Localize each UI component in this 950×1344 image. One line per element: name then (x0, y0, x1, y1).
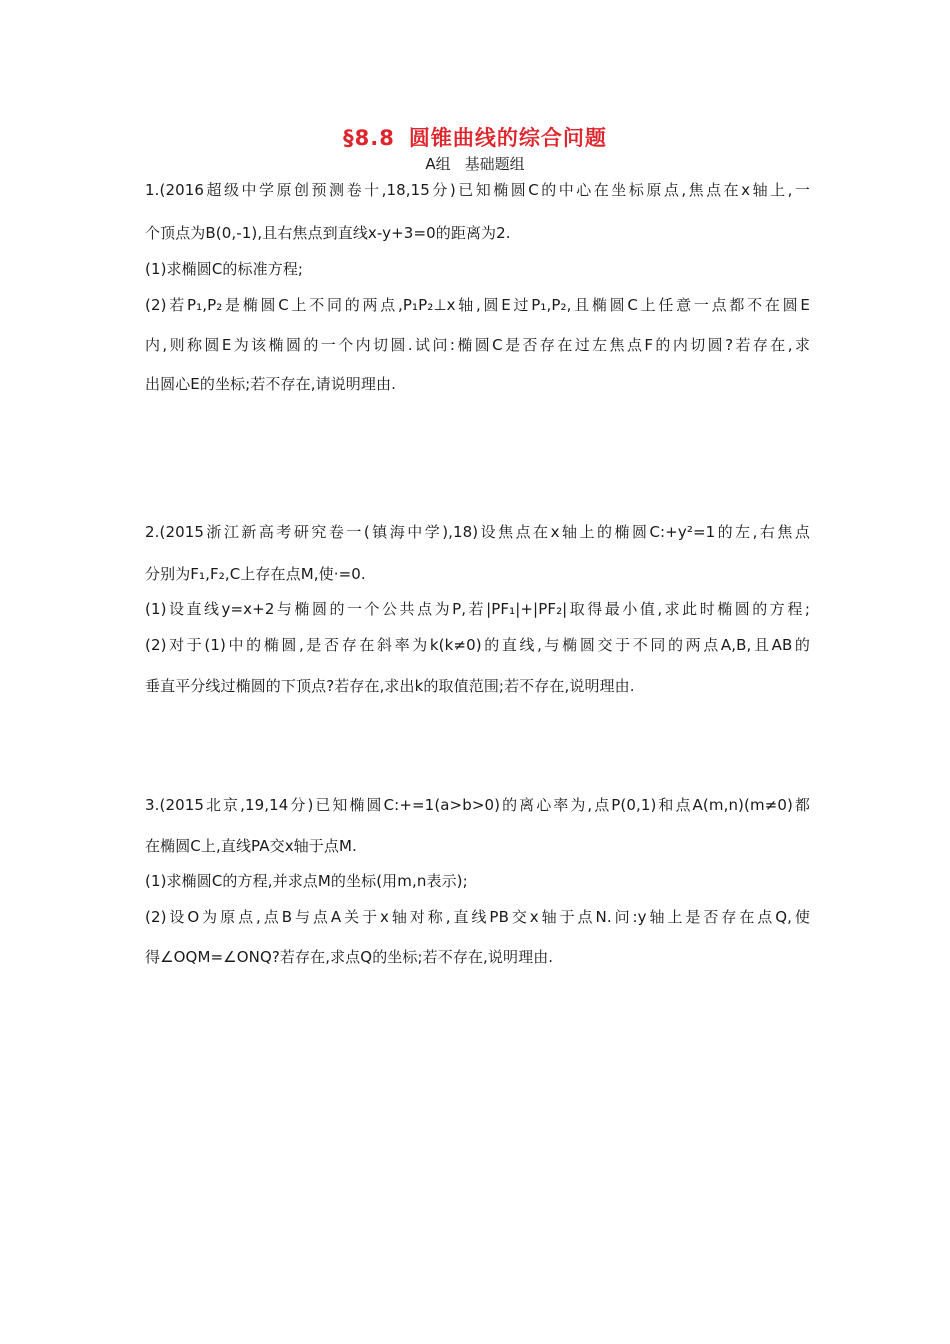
group-label: A组 (425, 155, 451, 173)
problem-3-line-1: 3.(2015北京,19,14分)已知椭圆C:+=1(a>b>0)的离心率为,点P(0,1)和点A(m,n)(m≠0)都 (145, 796, 810, 814)
problem-1-part-2-line-3: 出圆心E的坐标;若不存在,请说明理由. (145, 375, 396, 393)
problem-2-line-1: 2.(2015浙江新高考研究卷一(镇海中学),18)设焦点在x轴上的椭圆C:+y²=1的左,右焦点 (145, 523, 810, 541)
section-number: §8.8 (343, 126, 395, 150)
problem-3-line-2: 在椭圆C上,直线PA交x轴于点M. (145, 837, 357, 855)
problem-3-part-1: (1)求椭圆C的方程,并求点M的坐标(用m,n表示); (145, 872, 468, 890)
problem-1-line-1: 1.(2016超级中学原创预测卷十,18,15分)已知椭圆C的中心在坐标原点,焦点在x轴上,一 (145, 181, 810, 199)
problem-2-part-1: (1)设直线y=x+2与椭圆的一个公共点为P,若|PF₁|+|PF₂|取得最小值,求此时椭圆的方程; (145, 600, 810, 618)
group-heading (0, 153, 950, 174)
problem-1-part-2-line-1: (2)若P₁,P₂是椭圆C上不同的两点,P₁P₂⊥x轴,圆E过P₁,P₂,且椭圆C上任意一点都不在圆E (145, 296, 810, 314)
problem-3-part-2-line-1: (2)设O为原点,点B与点A关于x轴对称,直线PB交x轴于点N.问:y轴上是否存在点Q,使 (145, 908, 810, 926)
problem-3-part-2-line-2: 得∠OQM=∠ONQ?若存在,求点Q的坐标;若不存在,说明理由. (145, 948, 554, 966)
problem-2-line-2: 分别为F₁,F₂,C上存在点M,使·=0. (145, 565, 366, 583)
problem-2-part-2-line-2: 垂直平分线过椭圆的下顶点?若存在,求出k的取值范围;若不存在,说明理由. (145, 677, 635, 695)
group-name: 基础题组 (464, 155, 525, 173)
problem-1-part-1: (1)求椭圆C的标准方程; (145, 260, 304, 278)
problem-1-line-2: 个顶点为B(0,-1),且右焦点到直线x-y+3=0的距离为2. (145, 224, 511, 242)
section-title: 圆锥曲线的综合问题 (408, 126, 607, 150)
page-title (0, 122, 950, 152)
problem-2-part-2-line-1: (2)对于(1)中的椭圆,是否存在斜率为k(k≠0)的直线,与椭圆交于不同的两点A,B,且AB的 (145, 636, 810, 654)
problem-1-part-2-line-2: 内,则称圆E为该椭圆的一个内切圆.试问:椭圆C是否存在过左焦点F的内切圆?若存在,求 (145, 336, 810, 354)
